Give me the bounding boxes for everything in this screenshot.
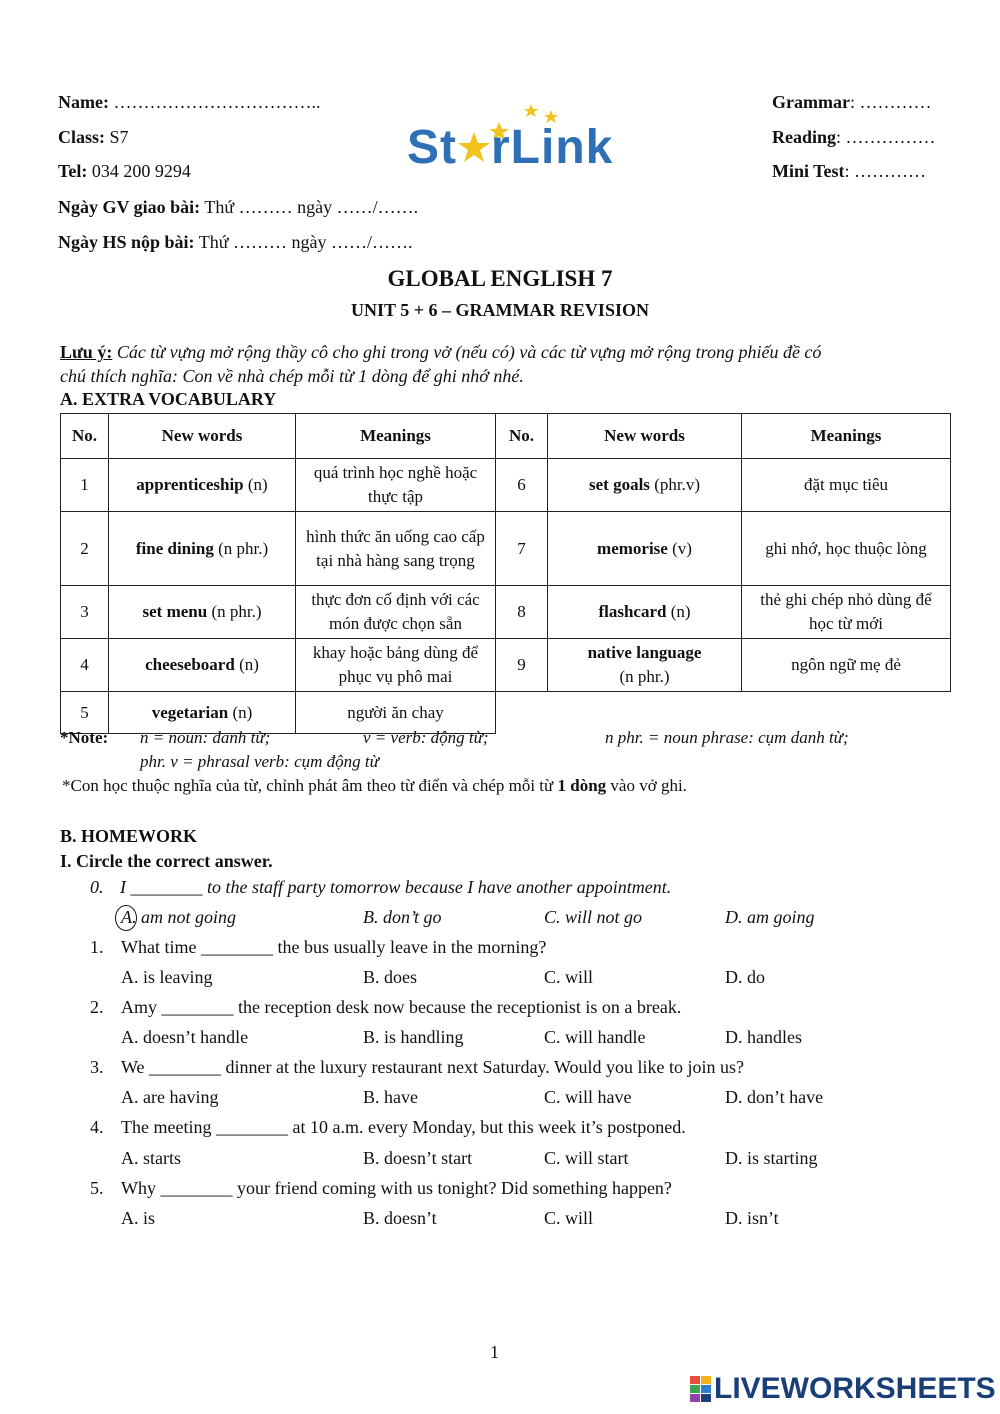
q5-option-d[interactable]: D. isn’t — [725, 1208, 779, 1228]
word: vegetarian — [151, 702, 229, 722]
page-title: GLOBAL ENGLISH 7 — [387, 266, 613, 291]
q2-option-d[interactable]: D. handles — [725, 1027, 802, 1047]
study-note-bold: 1 dòng — [557, 776, 607, 795]
page-subtitle: UNIT 5 + 6 – GRAMMAR REVISION — [351, 300, 649, 320]
class-value: S7 — [109, 127, 129, 147]
assign-date-line — [58, 197, 418, 218]
table-row — [61, 586, 951, 639]
example-option-b[interactable]: B. don’t go — [363, 907, 442, 927]
word: memorise — [597, 538, 668, 558]
question-number: 1. — [90, 937, 104, 957]
part-of-speech: (n) — [239, 655, 259, 674]
question-text: The meeting ________ at 10 a.m. every Monday, but this week it’s postponed. — [121, 1117, 686, 1137]
word-cell — [548, 459, 742, 512]
logo-text: St rLink — [407, 121, 614, 174]
question-text: Amy ________ the reception desk now because the receptionist is on a break. — [121, 997, 682, 1017]
tel-value: 034 200 9294 — [91, 161, 191, 181]
abbrev-label: *Note: — [60, 728, 109, 747]
submit-date-line — [58, 232, 412, 253]
word-cell — [109, 512, 296, 586]
note-text-line2: chú thích nghĩa: Con về nhà chép mỗi từ 1 dòng để ghi nhớ nhé. — [60, 366, 524, 386]
q1-option-a[interactable]: A. is leaving — [121, 967, 213, 987]
word-number: 5 — [61, 692, 109, 734]
word-number: 4 — [61, 639, 109, 692]
example-option-a[interactable]: A. am not going — [121, 907, 236, 927]
word: apprenticeship — [136, 475, 244, 494]
abbrev-noun-phrase: n phr. = noun phrase: cụm danh từ; — [605, 728, 849, 747]
word: flashcard — [598, 602, 667, 621]
reading-label: Reading — [772, 127, 837, 147]
part-of-speech: (v) — [672, 538, 692, 558]
abbrev-noun: n = noun: danh từ; — [140, 728, 271, 747]
page-number: 1 — [490, 1342, 499, 1362]
meaning: ngôn ngữ mẹ đẻ — [742, 639, 951, 692]
question-4 — [90, 1117, 686, 1138]
part-of-speech: (n phr.) — [218, 538, 269, 558]
minitest-score — [772, 161, 926, 182]
question-1 — [90, 937, 547, 958]
q1-option-c[interactable]: C. will — [544, 967, 594, 987]
word-cell — [548, 586, 742, 639]
liveworksheets-icon — [690, 1376, 712, 1402]
vocab-table — [60, 413, 951, 734]
question-number: 4. — [90, 1117, 104, 1137]
example-option-d[interactable]: D. am going — [725, 907, 815, 927]
word-cell — [548, 512, 742, 586]
meaning: thực đơn cố định với các món được chọn sẵn — [296, 586, 496, 639]
question-text: Why ________ your friend coming with us tonight? Did something happen? — [121, 1178, 672, 1198]
q1-option-b[interactable]: B. does — [363, 967, 417, 987]
question-text: What time ________ the bus usually leave in the morning? — [121, 937, 547, 957]
assign-date-value[interactable]: Thứ ……… ngày ……/……. — [204, 197, 419, 217]
q5-option-b[interactable]: B. doesn’t — [363, 1208, 437, 1228]
question-number: 2. — [90, 997, 104, 1017]
meaning: người ăn chay — [296, 692, 496, 734]
note-text-line1: Các từ vựng mở rộng thầy cô cho ghi trong vở (nếu có) và các từ vựng mở rộng trong phiếu đề có — [116, 342, 822, 362]
class-line — [58, 127, 129, 148]
q3-option-c[interactable]: C. will have — [544, 1087, 632, 1107]
reading-score — [772, 127, 936, 148]
starlink-logo — [407, 100, 637, 180]
class-label: Class: — [58, 127, 106, 147]
word: set goals — [589, 475, 650, 494]
note-block — [60, 340, 960, 388]
col-header-meanings-2: Meanings — [742, 414, 951, 459]
q1-option-d[interactable]: D. do — [725, 967, 765, 987]
part-of-speech: (phr.v) — [654, 475, 700, 494]
q3-option-d[interactable]: D. don’t have — [725, 1087, 824, 1107]
vocab-header-row — [61, 414, 951, 459]
meaning: thẻ ghi chép nhỏ dùng để học từ mới — [742, 586, 951, 639]
q3-option-a[interactable]: A. are having — [121, 1087, 219, 1107]
table-row — [61, 459, 951, 512]
name-value[interactable]: …………………………….. — [113, 92, 321, 112]
q4-option-b[interactable]: B. doesn’t start — [363, 1148, 473, 1168]
question-number: 0. — [90, 877, 104, 897]
part-of-speech: (n phr.) — [211, 602, 262, 621]
question-number: 5. — [90, 1178, 104, 1198]
question-3 — [90, 1057, 744, 1078]
table-row — [61, 512, 951, 586]
assign-date-label: Ngày GV giao bài: — [58, 197, 201, 217]
study-note — [62, 776, 687, 796]
empty-cell — [496, 692, 548, 734]
meaning: ghi nhớ, học thuộc lòng — [742, 512, 951, 586]
q2-option-b[interactable]: B. is handling — [363, 1027, 464, 1047]
table-row — [61, 639, 951, 692]
word-cell — [109, 639, 296, 692]
q2-option-c[interactable]: C. will handle — [544, 1027, 646, 1047]
word: fine dining — [135, 538, 214, 558]
q5-option-c[interactable]: C. will — [544, 1208, 594, 1228]
word-number: 1 — [61, 459, 109, 512]
q4-option-c[interactable]: C. will start — [544, 1148, 629, 1168]
star-icon — [457, 131, 491, 165]
question-number: 3. — [90, 1057, 104, 1077]
note-label: Lưu ý: — [60, 342, 113, 362]
question-2 — [90, 997, 682, 1018]
example-option-c[interactable]: C. will not go — [544, 907, 643, 927]
word: native language — [587, 643, 702, 662]
question-text: We ________ dinner at the luxury restaurant next Saturday. Would you like to join us? — [121, 1057, 744, 1077]
word-number: 2 — [61, 512, 109, 586]
grammar-label: Grammar — [772, 92, 850, 112]
submit-date-value[interactable]: Thứ ……… ngày ……/……. — [198, 232, 413, 252]
meaning: quá trình học nghề hoặc thực tập — [296, 459, 496, 512]
name-line — [58, 92, 320, 113]
word-cell — [109, 459, 296, 512]
part-of-speech: (n phr.) — [619, 667, 670, 686]
word: set menu — [142, 602, 208, 621]
word-number: 7 — [496, 512, 548, 586]
col-header-meanings: Meanings — [296, 414, 496, 459]
word-cell — [548, 639, 742, 692]
word: cheeseboard — [145, 655, 235, 674]
minitest-value[interactable]: : ………… — [844, 161, 927, 181]
meaning: khay hoặc bảng dùng để phục vụ phô mai — [296, 639, 496, 692]
q4-option-a[interactable]: A. starts — [121, 1148, 181, 1168]
study-note-end: vào vở ghi. — [610, 776, 687, 795]
part-of-speech: (n) — [670, 602, 691, 621]
section-b-heading: B. HOMEWORK — [60, 826, 198, 846]
word-number: 3 — [61, 586, 109, 639]
word-number: 6 — [496, 459, 548, 512]
q3-option-b[interactable]: B. have — [363, 1087, 418, 1107]
grammar-score — [772, 92, 931, 113]
abbrev-phrasal-verb: phr. v = phrasal verb: cụm động từ — [140, 752, 379, 771]
col-header-new-words: New words — [109, 414, 296, 459]
name-label: Name: — [58, 92, 109, 112]
minitest-label: Mini Test — [772, 161, 845, 181]
tel-label: Tel: — [58, 161, 88, 181]
part-of-speech: (n) — [232, 702, 253, 722]
abbrev-verb: v = verb: động từ; — [363, 728, 489, 747]
exercise-1-title: I. Circle the correct answer. — [60, 851, 273, 871]
grammar-value[interactable]: : ………… — [849, 92, 932, 112]
q4-option-d[interactable]: D. is starting — [725, 1148, 818, 1168]
liveworksheets-logo — [690, 1372, 996, 1408]
word-number: 9 — [496, 639, 548, 692]
question-text: I ________ to the staff party tomorrow because I have another appointment. — [120, 877, 672, 897]
word-cell — [109, 586, 296, 639]
meaning: đặt mục tiêu — [742, 459, 951, 512]
study-note-text: *Con học thuộc nghĩa của từ, chỉnh phát âm theo từ điển và chép mỗi từ — [62, 776, 554, 795]
col-header-no: No. — [61, 414, 109, 459]
reading-value[interactable]: : …………… — [836, 127, 936, 147]
section-a-heading: A. EXTRA VOCABULARY — [60, 389, 277, 409]
q5-option-a[interactable]: A. is — [121, 1208, 156, 1228]
meaning: hình thức ăn uống cao cấp tại nhà hàng sang trọng — [296, 512, 496, 586]
col-header-new-words-2: New words — [548, 414, 742, 459]
word-number: 8 — [496, 586, 548, 639]
col-header-no-2: No. — [496, 414, 548, 459]
submit-date-label: Ngày HS nộp bài: — [58, 232, 195, 252]
q2-option-a[interactable]: A. doesn’t handle — [121, 1027, 249, 1047]
part-of-speech: (n) — [247, 475, 268, 494]
question-5 — [90, 1178, 672, 1199]
example-question — [90, 877, 672, 898]
tel-line — [58, 161, 191, 182]
liveworksheets-text: LIVEWORKSHEETS — [714, 1372, 996, 1405]
